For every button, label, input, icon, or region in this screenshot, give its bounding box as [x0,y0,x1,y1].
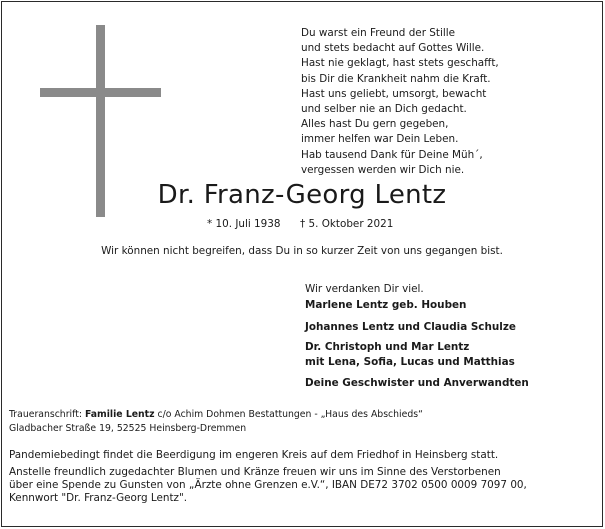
birth-date: * 10. Juli 1938 [207,218,281,230]
address-street: Gladbacher Straße 19, 52525 Heinsberg-Dremmen [9,423,247,434]
poem-line: Hast uns geliebt, umsorgt, bewacht [301,87,487,100]
poem-line: Hab tausend Dank für Deine Müh´, [301,148,483,161]
poem-line: vergessen werden wir Dich nie. [301,163,465,176]
poem-line: und stets bedacht auf Gottes Wille. [301,42,485,55]
donation-notice-line: Kennwort "Dr. Franz-Georg Lentz". [9,492,188,504]
mourning-address [9,409,423,420]
poem-line: und selber nie an Dich gedacht. [301,103,467,116]
lament-text: Wir können nicht begreifen, dass Du in so kurzer Zeit von uns gegangen bist. [101,245,503,257]
donation-notice-line: über eine Spende zu Gunsten von „Ärzte ohne Grenzen e.V.“, IBAN DE72 3702 0500 0009 7097 00, [9,479,527,491]
obituary-notice [1,1,603,527]
memorial-poem [301,26,499,178]
deceased-name: Dr. Franz-Georg Lentz [157,180,447,210]
cross-icon-bar [40,88,161,97]
address-family: Familie Lentz [84,409,155,420]
address-label: Traueranschrift: [9,409,85,420]
funeral-notice: Pandemiebedingt findet die Beerdigung im engeren Kreis auf dem Friedhof in Heinsberg statt. [9,449,499,461]
poem-line: Alles hast Du gern gegeben, [301,118,449,131]
poem-line: Du warst ein Freund der Stille [301,27,455,39]
donation-notice-line: Anstelle freundlich zugedachter Blumen und Kränze freuen wir uns im Sinne des Verstorbenen [9,466,501,478]
address-rest: c/o Achim Dohmen Bestattungen - „Haus des Abschieds“ [154,409,423,420]
mourner-line: Marlene Lentz geb. Houben [305,299,467,311]
mourner-line: Johannes Lentz und Claudia Schulze [305,321,516,333]
poem-line: Hast nie geklagt, hast stets geschafft, [301,57,499,70]
poem-line: immer helfen war Dein Leben. [301,133,459,146]
thanks-line: Wir verdanken Dir viel. [305,283,424,295]
poem-line: bis Dir die Krankheit nahm die Kraft. [301,72,491,85]
mourner-line: Deine Geschwister und Anverwandten [305,377,529,389]
mourner-line: mit Lena, Sofia, Lucas und Matthias [305,356,515,368]
death-date: † 5. Oktober 2021 [300,218,394,230]
mourner-line: Dr. Christoph und Mar Lentz [305,341,470,353]
